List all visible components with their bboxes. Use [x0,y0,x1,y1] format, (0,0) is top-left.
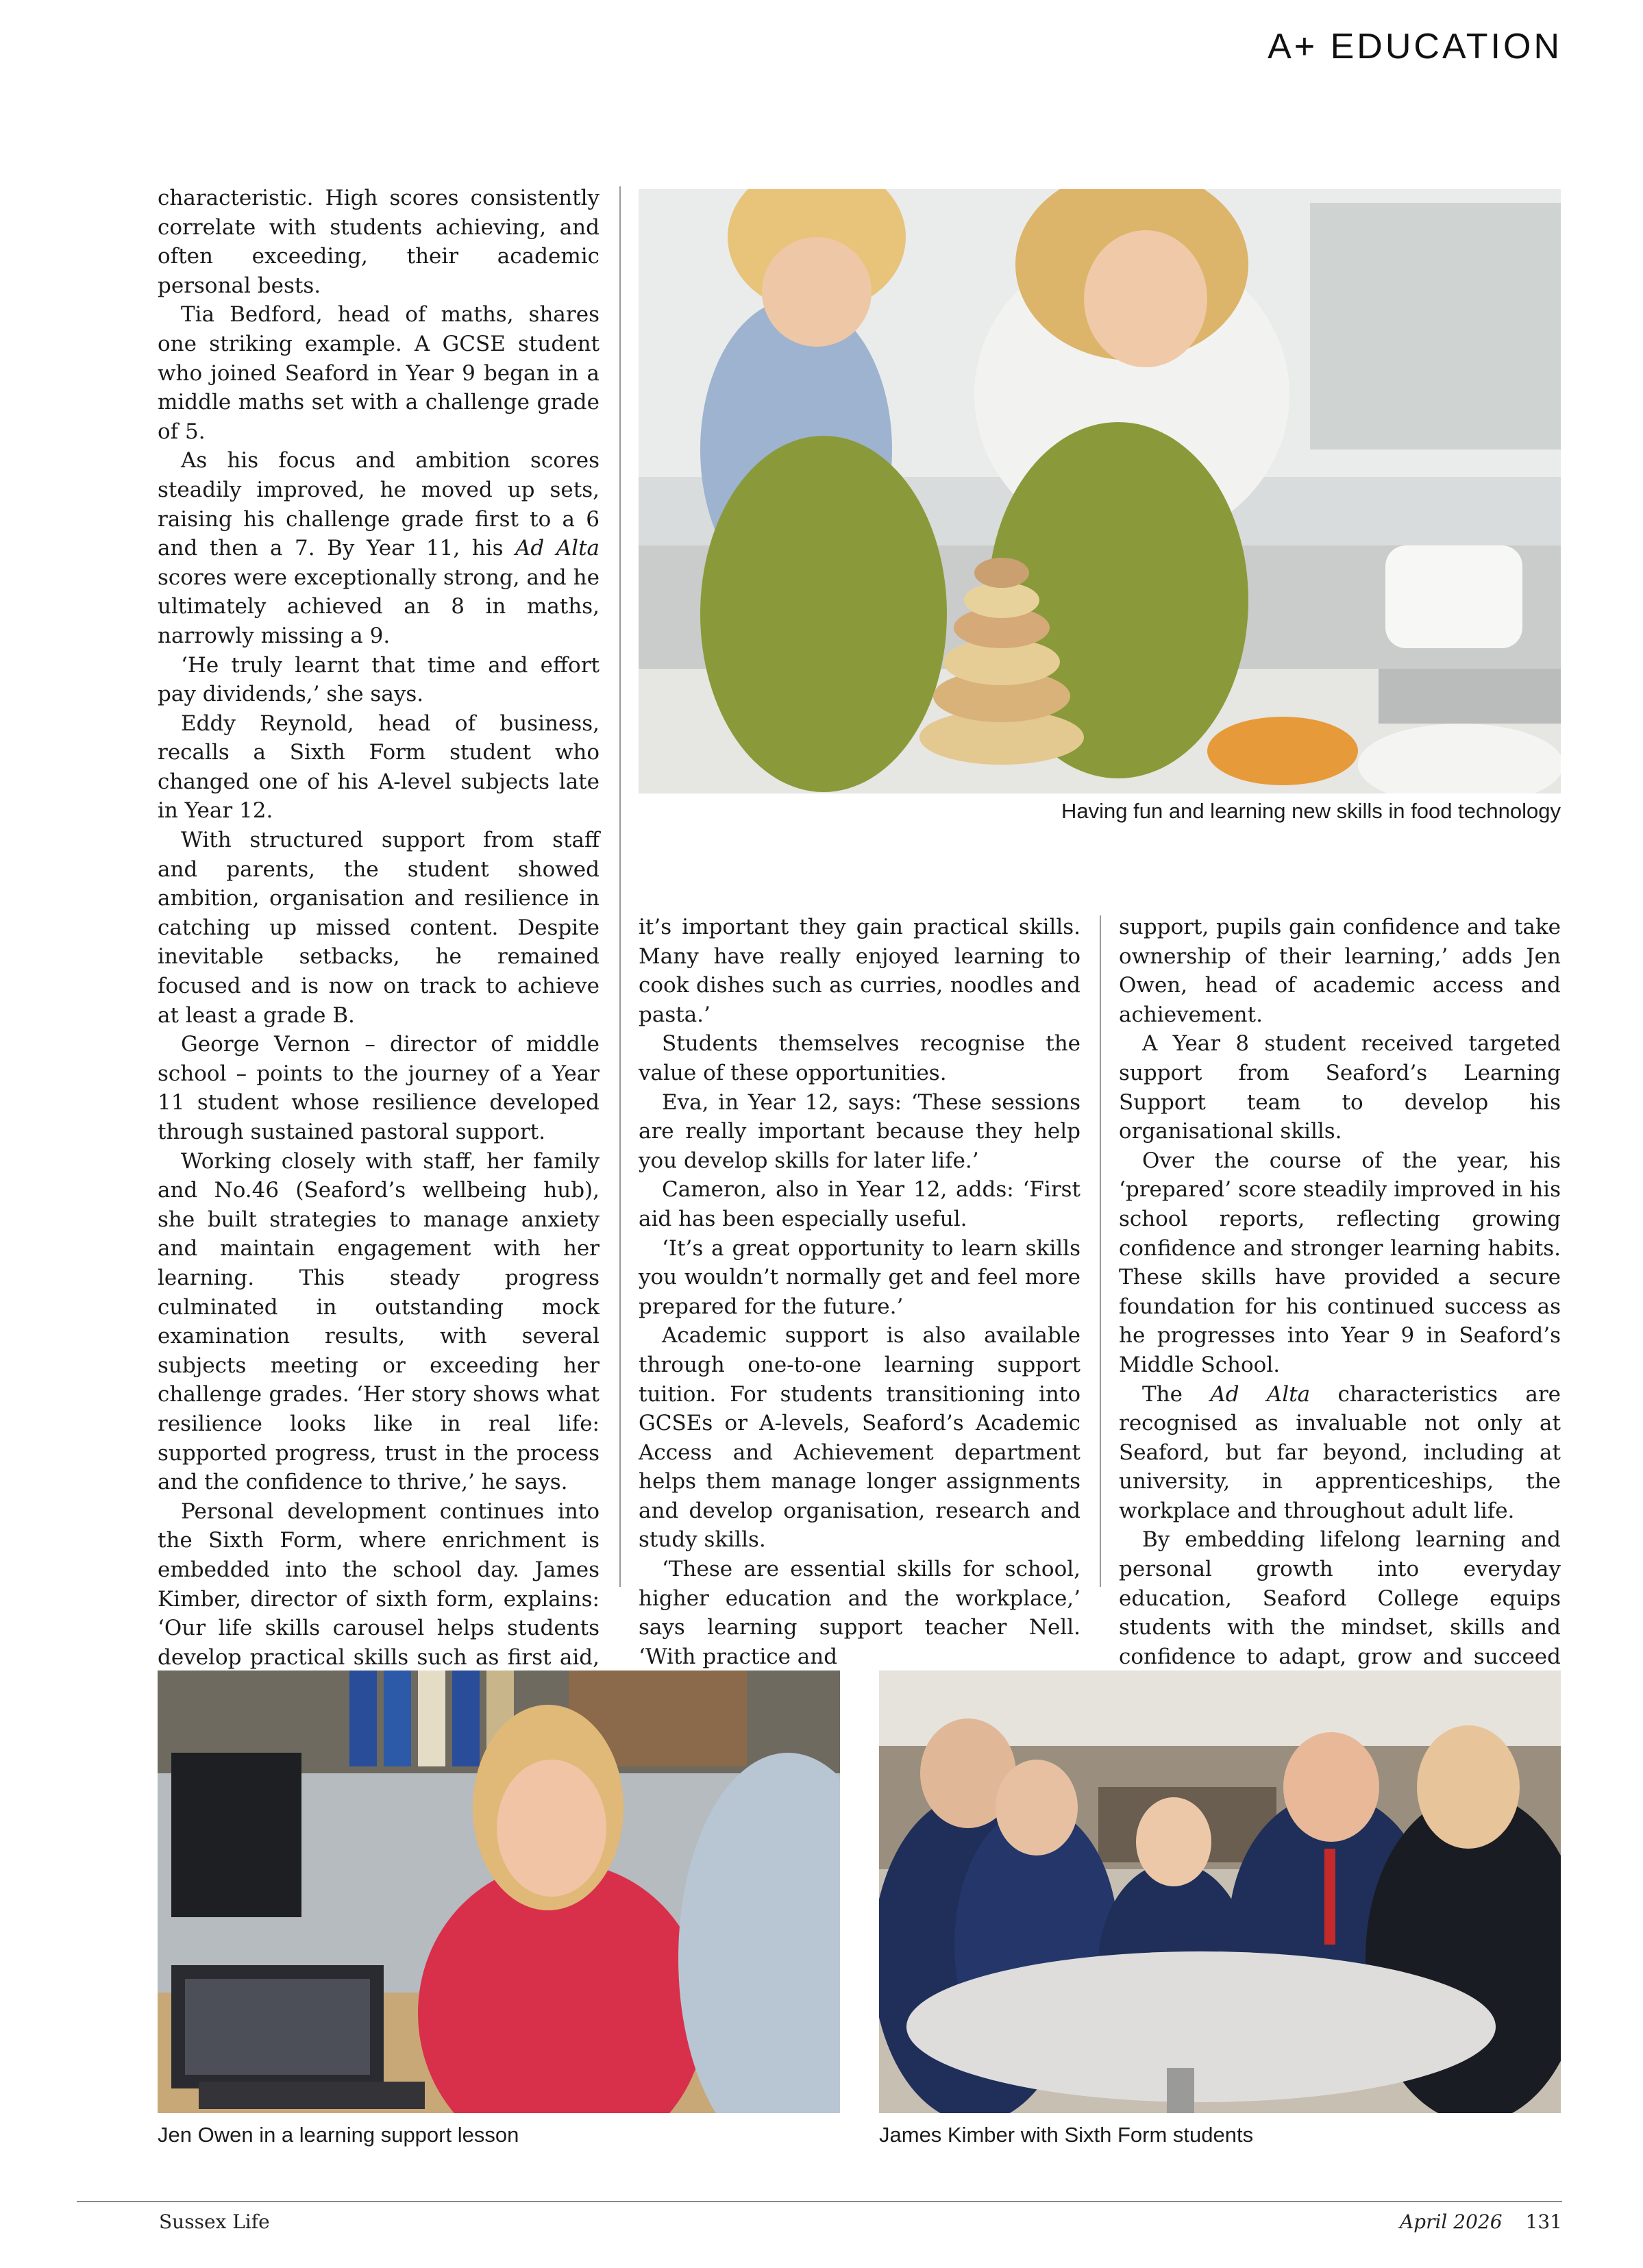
paragraph: Cameron, also in Year 12, adds: ‘First aid has been especially useful. [639,1177,1080,1231]
paragraph: The Ad Alta characteristics are recognised as invaluable not only at Seaford, but far beyond, including at university, in apprenticeships, the workplace and throughout adult life. [1119,1381,1561,1523]
article-column-2 [639,913,1080,1671]
paragraph: ‘It’s a great opportunity to learn skills you wouldn’t normally get and feel more prepared for the future.’ [639,1235,1080,1319]
footer-month: April 2026 [1399,2210,1503,2233]
photo-jen-owen [158,1671,840,2113]
paragraph: ‘He truly learnt that time and effort pay dividends,’ she says. [158,652,600,707]
paragraph: George Vernon – director of middle school – points to the journey of a Year 11 student whose resilience developed through sustained pastoral support. [158,1032,600,1144]
paragraph: characteristic. High scores consistently correlate with students achieving, and often exceeding, their academic personal bests. [158,186,600,298]
paragraph: Eva, in Year 12, says: ‘These sessions are really important because they help you develop skills for later life.’ [639,1089,1080,1173]
paragraph: Students themselves recognise the value of these opportunities. [639,1031,1080,1085]
paragraph: Academic support is also available through one-to-one learning support tuition. For students transitioning into GCSEs or A-levels, Seaford’s Academic Access and Achievement department helps them manage longer assignments and develop organisation, research and study skills. [639,1323,1080,1553]
paragraph: A Year 8 student received targeted support from Seaford’s Learning Support team to develop his organisational skills. [1119,1031,1561,1144]
article-column-1 [158,184,600,1847]
paragraph: By embedding lifelong learning and personal growth into everyday education, Seaford College equips students with the mindset, skills and confidence to adapt, grow and succeed [1119,1525,1561,1701]
footer-magazine-name: Sussex Life [159,2210,270,2233]
paragraph: Working closely with staff, her family and No.46 (Seaford’s wellbeing hub), she built strategies to manage anxiety and maintain engagement with her learning. This steady progress culminated in outstanding mock examination results, with several subjects meeting or exceeding her challenge grades. ‘Her story shows what resilience looks like in real life: supported progress, trust in the process and the confidence to thrive,’ he says. [158,1148,600,1495]
paragraph: As his focus and ambition scores steadily improved, he moved up sets, raising his challenge grade first to a 6 and then a 7. By Year 11, his Ad Alta scores were exceptionally strong, and he ultimately achieved an 8 in maths, narrowly missing a 9. [158,448,600,648]
ad-alta-italic: Ad Alta [515,536,600,561]
ad-alta-italic: Ad Alta [1210,1381,1311,1407]
paragraph: Tia Bedford, head of maths, shares one striking example. A GCSE student who joined Seaford in Year 9 began in a middle maths set with a challenge grade of 5. [158,302,600,444]
footer-rule [77,2201,1562,2202]
caption-jen-owen: Jen Owen in a learning support lesson [158,2123,519,2147]
article-column-3 [1119,913,1561,1730]
photo-food-technology [639,189,1561,793]
paragraph: support, pupils gain confidence and take ownership of their learning,’ adds Jen Owen, head of academic access and achievement. [1119,915,1561,1027]
section-label: A+ EDUCATION [1268,27,1562,66]
column-divider [1100,915,1101,1587]
paragraph: With structured support from staff and parents, the student showed ambition, organisation and resilience in catching up missed content. Despite inevitable setbacks, he remained focused and is now on track to achieve at least a grade B. [158,828,600,1028]
paragraph: it’s important they gain practical skills. Many have really enjoyed learning to cook dishes such as curries, noodles and pasta.’ [639,915,1080,1027]
paragraph: Personal development continues into the Sixth Form, where enrichment is embedded into the school day. James Kimber, director of sixth form, explains: ‘Our life skills carousel helps students develop practical skills such as first aid, [158,1499,600,1670]
paragraph: Eddy Reynold, head of business, recalls a Sixth Form student who changed one of his A-level subjects late in Year 12. [158,711,600,824]
caption-food-technology: Having fun and learning new skills in food technology [1061,799,1561,823]
column-divider [619,186,621,1587]
photo-james-kimber [879,1671,1561,2113]
caption-james-kimber: James Kimber with Sixth Form students [879,2123,1254,2147]
page-number: 131 [1525,2210,1562,2233]
footer-info [1400,2210,1562,2233]
paragraph: ‘These are essential skills for school, higher education and the workplace,’ says learning support teacher Nell. ‘With practice and [639,1557,1080,1669]
paragraph: Over the course of the year, his ‘prepared’ score steadily improved in his school reports, reflecting growing confidence and stronger learning habits. These skills have provided a secure foundation for his continued success as he progresses into Year 9 in Seaford’s Middle School. [1119,1148,1561,1377]
